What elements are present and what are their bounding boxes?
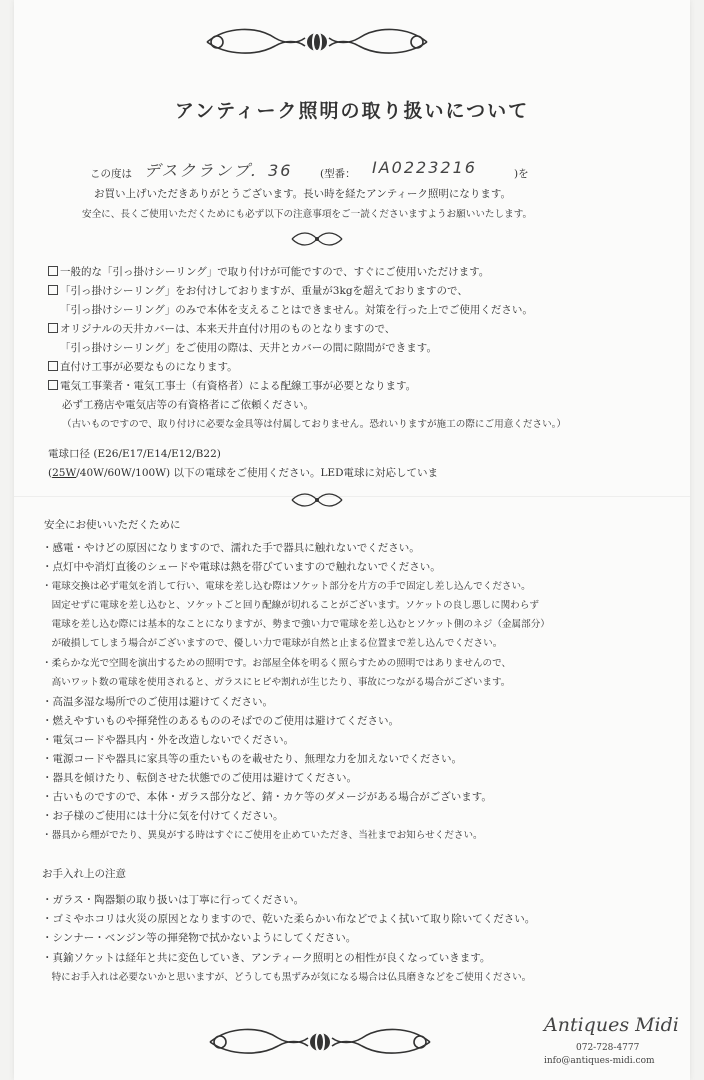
care-item: ・シンナー・ベンジン等の揮発物で拭かないようにしてください。: [42, 932, 357, 944]
bottom-flourish-icon: [200, 1024, 440, 1060]
checklist-item: 一般的な「引っ掛けシーリング」で取り付けが可能ですので、すぐにご使用いただけます。: [48, 264, 489, 279]
bulb-base-info: 電球口径 (E26/E17/E14/E12/B22): [48, 448, 221, 460]
divider-flourish-icon: [288, 492, 346, 508]
checkbox-icon: [48, 266, 58, 276]
safety-item: ・電気コードや器具内・外を改造しないでください。: [42, 734, 294, 746]
safety-item: ・器具から煙がでたり、異臭がする時はすぐにご使用を止めていただき、当社までお知らせください。: [42, 830, 483, 841]
checklist-item: 直付け工事が必要なものになります。: [48, 359, 238, 374]
safety-item: ・柔らかな光で空間を演出するための照明です。お部屋全体を明るく照らすための照明ではありませんので、: [42, 658, 512, 669]
checklist-item-continued: （古いものですので、取り付けに必要な金具等は付属しておりません。恐れいりますが施工の際にご用意ください。）: [62, 419, 567, 430]
intro-suffix: )を: [514, 168, 529, 180]
safety-item: ・点灯中や消灯直後のシェードや電球は熱を帯びていますので触れないでください。: [42, 561, 441, 573]
checklist-item-continued: 必ず工務店や電気店等の有資格者にご依頼ください。: [62, 399, 314, 411]
top-flourish-icon: [197, 24, 437, 60]
care-item: 特にお手入れは必要ないかと思いますが、どうしても黒ずみが気になる場合は仏具磨きなどをご使用ください。: [42, 972, 532, 983]
safety-item: ・器具を傾けたり、転倒させた状態でのご使用は避けてください。: [42, 772, 357, 784]
model-number-handwritten: IA0223216: [372, 158, 477, 177]
safety-item: ・感電・やけどの原因になりますので、濡れた手で器具に触れないでください。: [42, 542, 420, 554]
safety-item: ・電源コードや器具に家具等の重たいものを載せたり、無理な力を加えないでください。: [42, 753, 462, 765]
checklist-item: 電気工事業者・電気工事士（有資格者）による配線工事が必要となります。: [48, 378, 416, 393]
bulb-wattage-info: (25W/40W/60W/100W) 以下の電球をご使用ください。LED電球に対応していま: [48, 467, 439, 479]
product-name-handwritten: デスクランプ．36: [144, 161, 293, 180]
care-item: ・真鍮ソケットは経年と共に変色していき、アンティーク照明との相性が良くなっていきます。: [42, 952, 491, 964]
model-label: (型番：: [320, 168, 356, 180]
instruction-sheet: [14, 0, 690, 1080]
checklist-item: オリジナルの天井カバーは、本来天井直付け用のものとなりますので、: [48, 321, 395, 336]
divider-flourish-icon: [288, 231, 346, 247]
care-heading: お手入れ上の注意: [42, 868, 126, 880]
checkbox-icon: [48, 380, 58, 390]
safety-heading: 安全にお使いいただくために: [44, 519, 181, 531]
care-item: ・ゴミやホコリは火災の原因となりますので、乾いた柔らかい布などでよく拭いて取り除いてください。: [42, 913, 536, 925]
safety-item: 高いワット数の電球を使用されると、ガラスにヒビや割れが生じたり、事故につながる場合がございます。: [42, 677, 511, 688]
checkbox-icon: [48, 323, 58, 333]
safety-item: ・高温多湿な場所でのご使用は避けてください。: [42, 696, 273, 708]
safety-item: ・お子様のご使用には十分に気を付けてください。: [42, 810, 284, 822]
contact-phone: 072-728-4777: [576, 1043, 640, 1053]
intro-line-2: お買い上げいただきありがとうございます。長い時を経たアンティーク照明になります。: [94, 188, 512, 200]
safety-item: 電球を差し込む際には基本的なことになりますが、勢まで強い力で電球を差し込むとソケット側のネジ（金属部分）: [42, 619, 550, 630]
safety-item: ・古いものですので、本体・ガラス部分など、錆・カケ等のダメージがある場合がございます。: [42, 791, 492, 803]
checklist-item: 「引っ掛けシーリング」をお付けしておりますが、重量が3kgを超えておりますので、: [48, 283, 468, 298]
document-title: アンティーク照明の取り扱いについて: [174, 100, 530, 122]
safety-item: ・電球交換は必ず電気を消して行い、電球を差し込む際はソケット部分を片方の手で固定し差し込んでください。: [42, 581, 531, 592]
contact-email[interactable]: info@antiques-midi.com: [544, 1056, 655, 1066]
checkbox-icon: [48, 285, 58, 295]
care-item: ・ガラス・陶器類の取り扱いは丁寧に行ってください。: [42, 894, 305, 906]
safety-item: が破損してしまう場合がございますので、優しい力で電球が自然と止まる位置まで差し込んでください。: [42, 638, 503, 649]
checkbox-icon: [48, 361, 58, 371]
paper-fold: [14, 496, 690, 497]
intro-line-3: 安全に、長くご使用いただくためにも必ず以下の注意事項をご一読くださいますようお願いいたします。: [82, 209, 533, 220]
checklist-item-continued: 「引っ掛けシーリング」のみで本体を支えることはできません。対策を行った上でご使用ください。: [60, 304, 533, 316]
safety-item: 固定せずに電球を差し込むと、ソケットごと回り配線が切れることがございます。ソケットの良し悪しに関わらず: [42, 600, 539, 611]
intro-prefix: この度は: [90, 168, 132, 180]
checklist-item-continued: 「引っ掛けシーリング」をご使用の際は、天井とカバーの間に隙間ができます。: [60, 342, 437, 354]
company-logo: Antiques Midi: [544, 1014, 679, 1036]
safety-item: ・燃えやすいものや揮発性のあるもののそばでのご使用は避けてください。: [42, 715, 399, 727]
